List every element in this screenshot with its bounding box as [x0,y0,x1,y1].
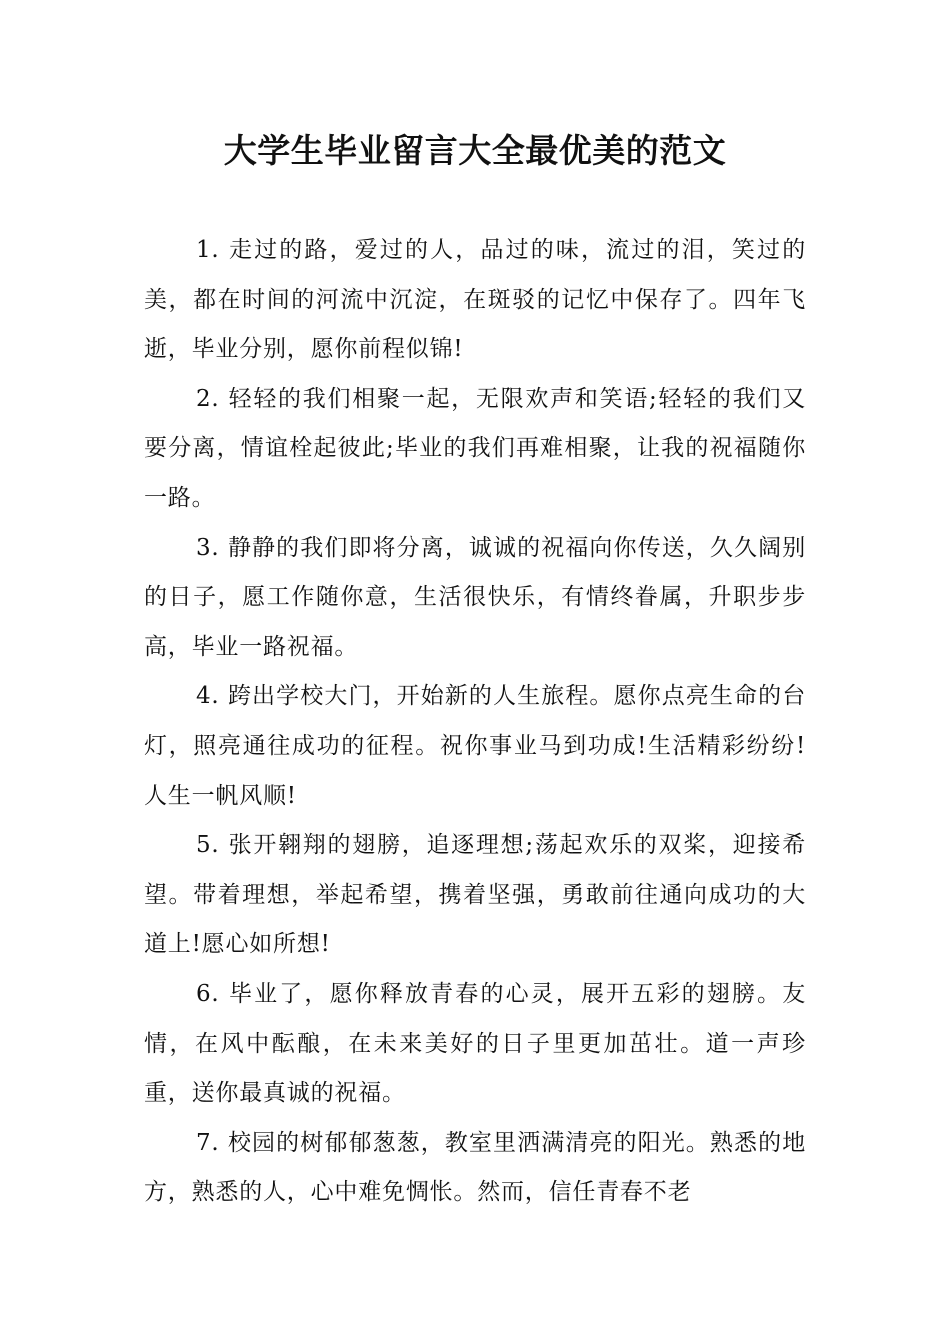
paragraph-7: 7. 校园的树郁郁葱葱，教室里洒满清亮的阳光。熟悉的地方，熟悉的人，心中难免惆怅。然而，信任青春不老 [144,1129,806,1206]
paragraph-3: 3. 静静的我们即将分离，诚诚的祝福向你传送，久久阔别的日子，愿工作随你意，生活很快乐，有情终眷属，升职步步高，毕业一路祝福。 [144,534,806,660]
paragraph-4: 4. 跨出学校大门，开始新的人生旅程。愿你点亮生命的台灯，照亮通往成功的征程。祝你事业马到功成!生活精彩纷纷!人生一帆风顺! [144,683,806,809]
paragraph-2: 2. 轻轻的我们相聚一起，无限欢声和笑语;轻轻的我们又要分离，情谊栓起彼此;毕业的我们再难相聚，让我的祝福随你一路。 [144,385,806,511]
document-body [144,226,806,1218]
page-title: 大学生毕业留言大全最优美的范文 [223,131,727,170]
paragraph-5: 5. 张开翱翔的翅膀，追逐理想;荡起欢乐的双桨，迎接希望。带着理想，举起希望，携着坚强，勇敢前往通向成功的大道上!愿心如所想! [144,832,806,958]
paragraph-6: 6. 毕业了，愿你释放青春的心灵，展开五彩的翅膀。友情，在风中酝酿，在未来美好的日子里更加茁壮。道一声珍重，送你最真诚的祝福。 [144,980,806,1107]
paragraph-1: 1. 走过的路，爱过的人，品过的味，流过的泪，笑过的美，都在时间的河流中沉淀，在斑驳的记忆中保存了。四年飞逝，毕业分别，愿你前程似锦! [144,237,806,363]
